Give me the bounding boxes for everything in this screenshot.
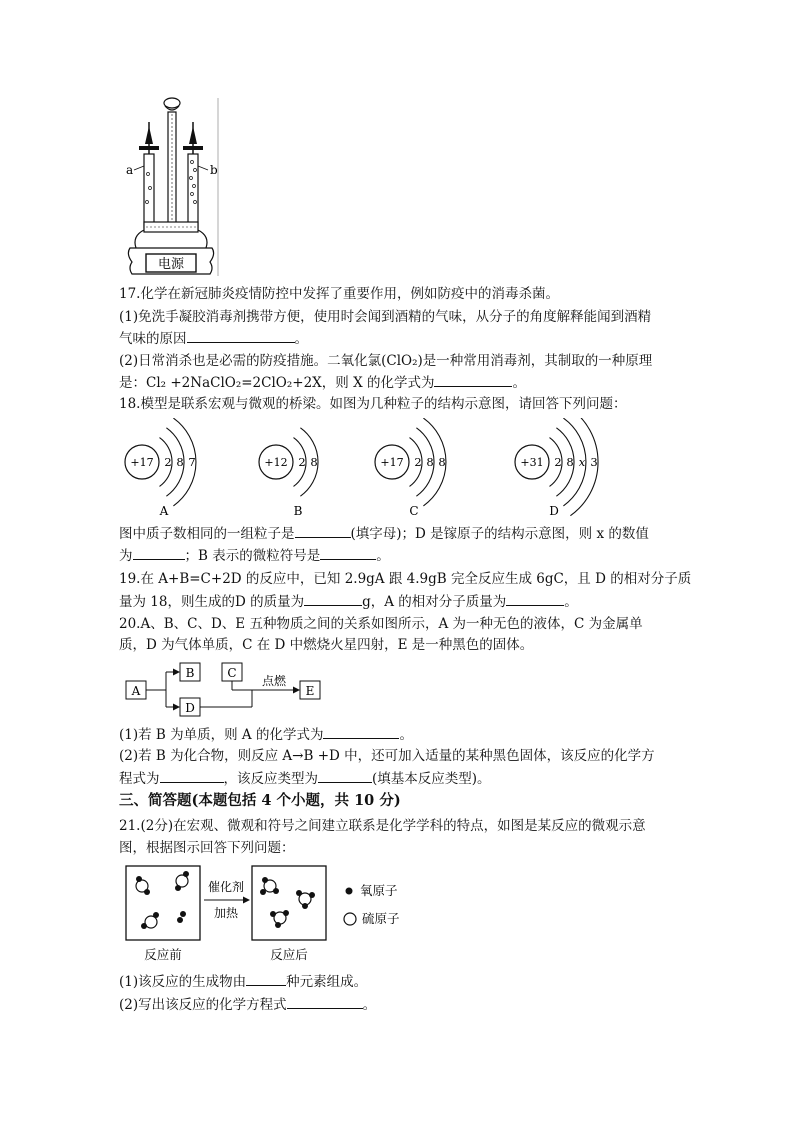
q18-line1: 图中质子数相同的一组粒子是 (填字母)；D 是镓原子的结构示意图，则 x 的数值 [119, 523, 649, 544]
box-d: D [185, 701, 195, 715]
heating-label: 加热 [213, 906, 239, 920]
shell-electron-count: 8 [176, 455, 184, 469]
particle-label: C [409, 504, 419, 518]
particle-label: D [549, 504, 559, 518]
section-heading: 三、简答题(本题包括 4 个小题，共 10 分) [119, 792, 401, 809]
particle-structure-diagram [116, 418, 614, 520]
ignition-condition: 点燃 [261, 674, 287, 688]
shell-electron-count: 8 [426, 455, 434, 469]
answer-blank[interactable] [295, 523, 351, 538]
shell-electron-count: 2 [298, 455, 306, 469]
answer-blank[interactable] [323, 724, 399, 739]
nucleus-charge: +12 [264, 456, 288, 469]
q17-part2-line2: 是：Cl₂ +2NaClO₂=2ClO₂+2X，则 X 的化学式为 。 [119, 372, 526, 393]
power-supply-label: 电源 [157, 257, 185, 272]
q20-line2: 质，D 为气体单质，C 在 D 中燃烧火星四射，E 是一种黑色的固体。 [119, 637, 534, 653]
shell-electron-count: 8 [310, 455, 318, 469]
q17-stem: 17.化学在新冠肺炎疫情防控中发挥了重要作用，例如防疫中的消毒杀菌。 [119, 286, 559, 302]
box-a: A [131, 684, 141, 698]
q19-line1: 19.在 A+B=C+2D 的反应中，已知 2.9gA 跟 4.9gB 完全反应生成 6gC，且 D 的相对分子质 [119, 571, 692, 587]
answer-blank[interactable] [187, 328, 295, 343]
answer-blank[interactable] [133, 545, 185, 560]
answer-blank[interactable] [434, 372, 512, 387]
box-c: C [227, 666, 237, 680]
answer-blank[interactable] [160, 768, 224, 783]
particle-C [375, 418, 446, 518]
q18-line2: 为 ；B 表示的微粒符号是 。 [119, 545, 390, 566]
electrolysis-apparatus-figure [122, 96, 222, 278]
q21-part1: (1)该反应的生成物由 种元素组成。 [119, 971, 367, 992]
q20-part1: (1)若 B 为单质，则 A 的化学式为 。 [119, 724, 413, 745]
catalyst-label: 催化剂 [207, 880, 245, 894]
answer-blank[interactable] [287, 994, 363, 1009]
nucleus-charge: +17 [380, 456, 404, 469]
answer-blank[interactable] [318, 768, 372, 783]
shell-electron-count: 8 [438, 455, 446, 469]
shell-electron-count: 7 [188, 455, 196, 469]
particle-B [259, 428, 318, 518]
answer-blank[interactable] [506, 591, 564, 606]
shell-electron-count: x [578, 455, 586, 469]
q20-part2-line2: 程式为 ，该反应类型为 (填基本反应类型)。 [119, 768, 491, 789]
box-b: B [185, 666, 195, 680]
particle-A [125, 418, 196, 518]
nucleus-charge: +17 [130, 456, 154, 469]
q21-line2: 图，根据图示回答下列问题： [119, 840, 295, 856]
after-caption: 反应后 [270, 947, 308, 962]
q17-part1-line2: 气味的原因 。 [119, 328, 308, 349]
shell-electron-count: 2 [414, 455, 422, 469]
nucleus-charge: +31 [520, 456, 544, 469]
shell-electron-count: 2 [164, 455, 172, 469]
answer-blank[interactable] [304, 591, 362, 606]
shell-electron-count: 3 [590, 455, 598, 469]
legend-oxygen: 氧原子 [360, 883, 398, 898]
q21-part2: (2)写出该反应的化学方程式 。 [119, 994, 376, 1015]
q20-part2-line1: (2)若 B 为化合物，则反应 A→B +D 中，还可加入适量的某种黑色固体，该反应的化学方 [119, 748, 655, 764]
shell-electron-count: 2 [554, 455, 562, 469]
q17-part2-line1: (2)日常消杀也是必需的防疫措施。二氧化氯(ClO₂)是一种常用消毒剂，其制取的一种原理 [119, 353, 653, 369]
substance-relation-diagram [120, 660, 330, 722]
answer-blank[interactable] [246, 971, 286, 986]
q20-line1: 20.A、B、C、D、E 五种物质之间的关系如图所示，A 为一种无色的液体，C 为金属单 [119, 616, 643, 632]
particle-D [515, 418, 598, 518]
box-e: E [305, 684, 315, 698]
q19-line2: 量为 18，则生成的D 的质量为 g，A 的相对分子质量为 。 [119, 591, 578, 612]
q17-part1-text: 气味的原因 [119, 331, 187, 347]
particle-label: B [293, 504, 303, 518]
label-b: b [210, 163, 218, 177]
legend-sulfur: 硫原子 [362, 911, 400, 926]
q17-part2-text: 是：Cl₂ +2NaClO₂=2ClO₂+2X，则 X 的化学式为 [119, 375, 435, 391]
q17-part1-line1: (1)免洗手凝胶消毒剂携带方便，使用时会闻到酒精的气味，从分子的角度解释能闻到酒精 [119, 309, 652, 325]
label-a: a [126, 163, 134, 177]
particle-label: A [159, 504, 169, 518]
q18-stem: 18.模型是联系宏观与微观的桥梁。如图为几种粒子的结构示意图，请回答下列问题： [119, 396, 627, 412]
answer-blank[interactable] [320, 545, 376, 560]
reaction-micro-diagram [120, 862, 412, 964]
before-caption: 反应前 [144, 947, 182, 962]
shell-electron-count: 8 [566, 455, 574, 469]
q21-line1: 21.(2分)在宏观、微观和符号之间建立联系是化学学科的特点，如图是某反应的微观示意 [119, 818, 646, 834]
